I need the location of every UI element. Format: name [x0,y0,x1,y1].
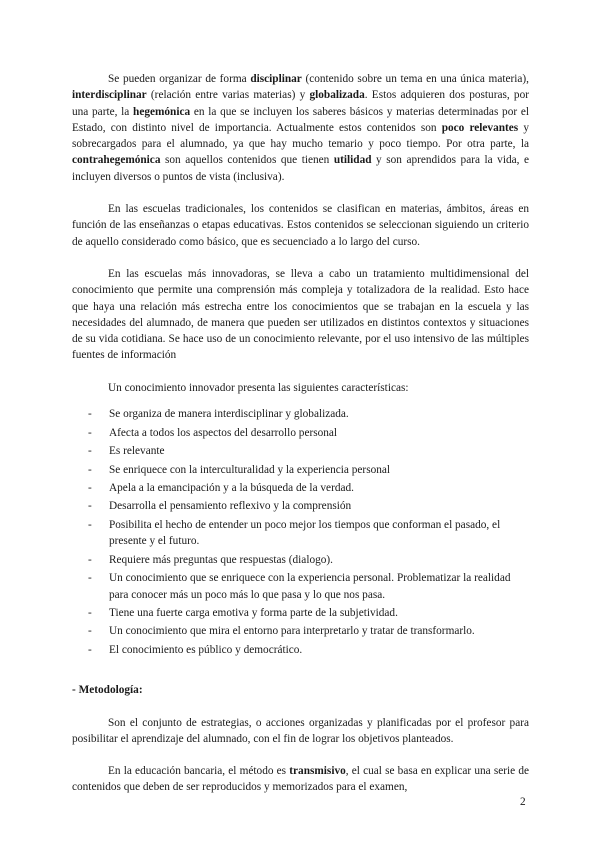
bold-term: poco relevantes [441,121,519,134]
list-item-text: Posibilita el hecho de entender un poco mejor los tiempos que conforman el pasado, el presente y el futuro. [109,518,501,548]
text-run: En las escuelas tradicionales, los contenidos se clasifican en materias, ámbitos, áreas en función de las enseñanzas o etapas educativas. Estos contenidos se seleccionan siguiendo un criterio de aquello considerado como básico, que es secuenciado a lo largo del curso. [72,203,529,248]
text-run: , el cual se basa en explicar una serie de contenidos que deben de ser reproducidos y memorizados para el examen, [72,765,529,794]
text-run: Son el conjunto de estrategias, o acciones organizadas y planificadas por el profesor para posibilitar el aprendizaje del alumnado, con el fin de lograr los objetivos planteados. [72,716,529,745]
bold-term: utilidad [333,154,372,167]
list-item-text: El conocimiento es público y democrático. [109,643,303,656]
bold-term: interdisciplinar [72,89,147,102]
list-bullet: - [88,643,92,656]
list-item [72,480,529,496]
text-run: (contenido sobre un tema en una única materia), [301,73,530,85]
list-bullet: - [88,426,92,439]
text-run: Se pueden organizar de forma [108,73,251,85]
list-item [72,498,529,514]
list-bullet: - [88,481,92,494]
paragraph-p2 [72,201,529,250]
bold-term: hegemónica [133,105,191,118]
section-heading-metodologia: - Metodología: [72,684,143,697]
list-bullet: - [88,463,92,476]
page-content [72,71,529,796]
paragraph-p4 [72,380,529,396]
list-item-text: Tiene una fuerte carga emotiva y forma parte de la subjetividad. [109,607,398,619]
list-bullet: - [88,572,92,585]
paragraphs-before-list [72,71,529,396]
list-item [72,517,529,550]
list-bullet: - [88,518,92,531]
paragraphs-after-heading [72,715,529,796]
list-item [72,552,529,568]
list-item-text: Es relevante [109,445,165,458]
paragraph-p3 [72,266,529,364]
list-bullet: - [88,625,92,638]
list-item-text: Desarrolla el pensamiento reflexivo y la comprensión [109,500,352,513]
text-run: . Estos adquieren dos posturas, por una parte, la [72,89,529,118]
paragraph-p5 [72,715,529,748]
list-bullet: - [88,500,92,513]
text-run: son aquellos contenidos que tienen [160,154,334,167]
list-item [72,462,529,478]
page-number: 2 [520,796,526,808]
text-run: y son aprendidos para la vida, e incluyen diversos o puntos de vista (inclusiva). [72,154,529,183]
text-run: (relación entre varias materias) y [146,89,310,102]
text-run: en la que se incluyen los saberes básicos y materias determinadas por el Estado, con distinto nivel de importancia. Actualmente estos contenidos son [72,105,529,134]
list-item [72,406,529,422]
text-run: En la educación bancaria, el método es [108,765,290,778]
list-item [72,443,529,459]
list-bullet: - [88,408,92,421]
list-bullet: - [88,445,92,458]
text-run: En las escuelas más innovadoras, se lleva a cabo un tratamiento multidimensional del conocimiento que permite una comprensión más compleja y totalizadora de la realidad. Esto hace que haya una relación más estrecha entre los conocimientos que se trabajan en la escuela y las necesidades del alumnado, de manera que pueden ser utilizados en distintos contextos y situaciones de su vida cotidiana. Se hace uso de un conocimiento relevante, por el uso intensivo de las múltiples fuentes de información [72,267,529,362]
list-item-text: Apela a la emancipación y a la búsqueda de la verdad. [109,481,354,494]
bold-term: contrahegemónica [72,154,161,167]
list-bullet: - [88,553,92,566]
list-item [72,425,529,441]
list-bullet: - [88,607,92,619]
list-item [72,623,529,639]
characteristics-list [72,406,529,658]
list-item-text: Se enriquece con la interculturalidad y la experiencia personal [109,463,391,476]
list-item-text: Requiere más preguntas que respuestas (dialogo). [109,553,333,566]
bold-term: globalizada [309,89,365,102]
list-item [72,570,529,603]
list-item-text: Afecta a todos los aspectos del desarrollo personal [109,426,338,439]
bold-term: transmisivo [289,765,346,778]
list-item [72,642,529,658]
list-item-text: Un conocimiento que mira el entorno para interpretarlo y tratar de transformarlo. [109,625,475,638]
paragraph-p1 [72,71,529,185]
text-run: Un conocimiento innovador presenta las siguientes características: [108,381,409,394]
list-item-text: Se organiza de manera interdisciplinar y globalizada. [109,408,349,421]
paragraph-p6 [72,763,529,796]
list-item-text: Un conocimiento que se enriquece con la experiencia personal. Problematizar la realidad para conocer más un poco más lo que pasa y lo que nos pasa. [109,572,511,601]
bold-term: disciplinar [250,73,302,85]
list-item [72,605,529,621]
text-run: y sobrecargados para el alumnado, ya que hay mucho temario y poco tiempo. Por otra parte, la [72,121,529,151]
